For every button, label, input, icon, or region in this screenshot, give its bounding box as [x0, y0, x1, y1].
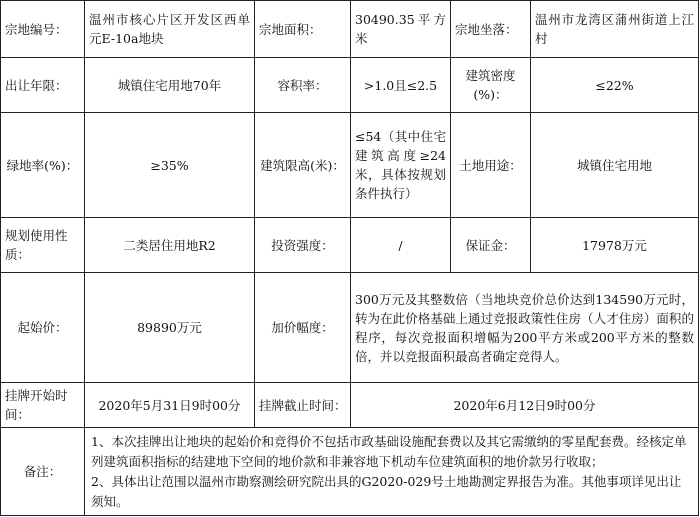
- building-density-value: ≤22%: [531, 58, 699, 113]
- lease-term-value: 城镇住宅用地70年: [85, 58, 255, 113]
- row-parcel-info: [1, 1, 699, 58]
- building-density-label: 建筑密度(%)：: [451, 58, 531, 113]
- green-ratio-label: 绿地率(%)：: [1, 113, 85, 218]
- height-limit-value: ≤54（其中住宅建筑高度≥24米，具体按规划条件执行）: [351, 113, 451, 218]
- row-planning-deposit: [1, 218, 699, 273]
- planning-use-value: 二类居住用地R2: [85, 218, 255, 273]
- deposit-value: 17978万元: [531, 218, 699, 273]
- height-limit-label: 建筑限高(米)：: [255, 113, 351, 218]
- listing-end-value: 2020年6月12日9时00分: [351, 383, 699, 428]
- parcel-location-value: 温州市龙湾区蒲州街道上江村: [531, 1, 699, 58]
- row-listing-time: [1, 383, 699, 428]
- parcel-number-label: 宗地编号：: [1, 1, 85, 58]
- green-ratio-value: ≥35%: [85, 113, 255, 218]
- price-increment-value: 300万元及其整数倍（当地块竞价总价达到134590万元时，转为在此价格基础上通过竞报政策性住房（人才住房）面积的程序，每次竞报面积增幅为200平方米或200平方米的整数倍，并以竞报面积最高者确定竞得人。: [351, 273, 699, 383]
- deposit-label: 保证金：: [451, 218, 531, 273]
- remark-item-1: 1、本次挂牌出让地块的起始价和竞得价不包括市政基础设施配套费以及其它需缴纳的零星配套费。经核定单列建筑面积指标的结建地下空间的地价款和非兼容地下机动车位建筑面积的地价款另行收取；: [91, 433, 687, 469]
- floor-area-ratio-value: >1.0且≤2.5: [351, 58, 451, 113]
- row-term-density: [1, 58, 699, 113]
- parcel-location-label: 宗地坐落：: [451, 1, 531, 58]
- parcel-number-value: 温州市核心片区开发区西单元E-10a地块: [85, 1, 255, 58]
- investment-intensity-label: 投资强度：: [255, 218, 351, 273]
- lease-term-label: 出让年限：: [1, 58, 85, 113]
- listing-end-label: 挂牌截止时间：: [255, 383, 351, 428]
- planning-use-label: 规划使用性质：: [1, 218, 85, 273]
- price-increment-label: 加价幅度：: [255, 273, 351, 383]
- land-use-label: 土地用途：: [451, 113, 531, 218]
- remark-item-2: 2、具体出让范围以温州市勘察测绘研究院出具的G2020-029号土地勘测定界报告为准。其他事项详见出让须知。: [91, 473, 682, 509]
- floor-area-ratio-label: 容积率：: [255, 58, 351, 113]
- row-price-increment: [1, 273, 699, 383]
- investment-intensity-value: /: [351, 218, 451, 273]
- remarks-content: [85, 428, 699, 516]
- start-price-value: 89890万元: [85, 273, 255, 383]
- remarks-label: 备注：: [1, 428, 85, 516]
- listing-start-value: 2020年5月31日9时00分: [85, 383, 255, 428]
- parcel-area-value: 30490.35平方米: [351, 1, 451, 58]
- listing-start-label: 挂牌开始时间：: [1, 383, 85, 428]
- start-price-label: 起始价：: [1, 273, 85, 383]
- row-remarks: [1, 428, 699, 516]
- parcel-area-label: 宗地面积：: [255, 1, 351, 58]
- row-green-height: [1, 113, 699, 218]
- land-use-value: 城镇住宅用地: [531, 113, 699, 218]
